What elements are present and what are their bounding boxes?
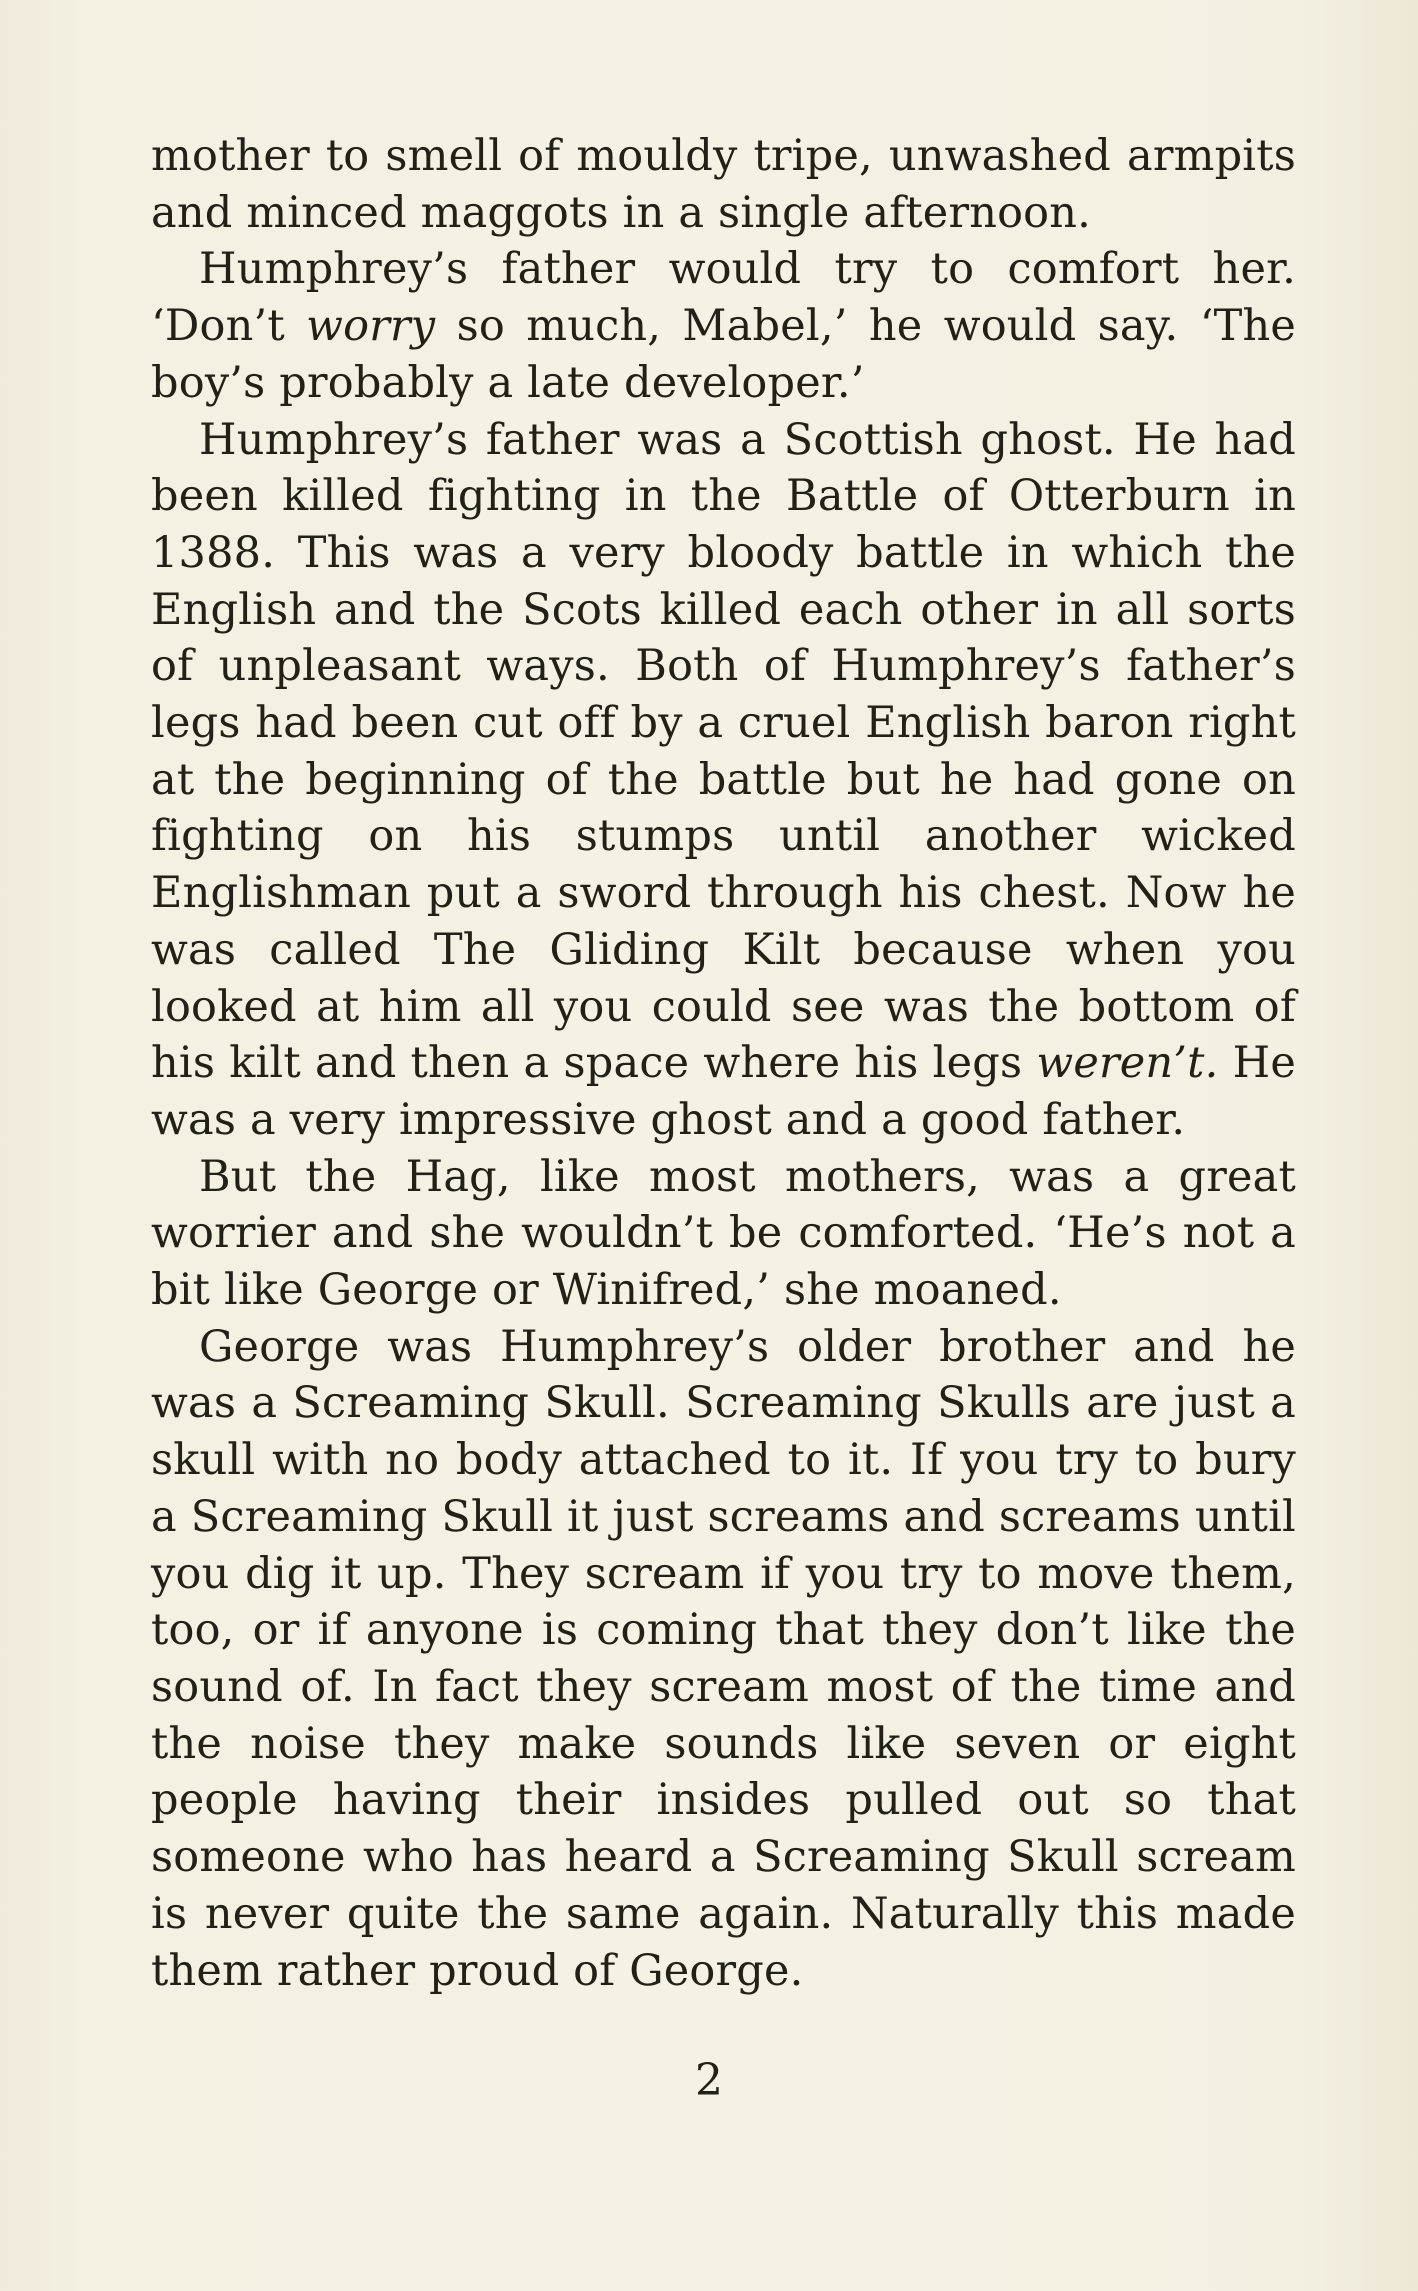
paragraph-3-emphasis: weren’t. xyxy=(1036,1038,1219,1089)
paragraph-2 xyxy=(151,241,1296,411)
paragraph-2-text-b: so much, Mabel,’ he would say. ‘The boy’s probably a late developer.’ xyxy=(151,301,1296,408)
paragraph-1-text: mother to smell of mouldy tripe, unwashed armpits and minced maggots in a single afternoon. xyxy=(151,131,1296,238)
paragraph-5-text: George was Humphrey’s older brother and he was a Screaming Skull. Screaming Skulls are just a skull with no body attached to it. If you try to bury a Screaming Skull it just screams and screams until you dig it up. They scream if you try to move them, too, or if anyone is coming that they don’t like the sound of. In fact they scream most of the time and the noise they make sounds like seven or eight people having their insides pulled out so that someone who has heard a Screaming Skull scream is never quite the same again. Naturally this made them rather proud of George. xyxy=(151,1321,1296,1996)
paragraph-3-text-a: Humphrey’s father was a Scottish ghost. He had been killed fighting in the Battle of Otterburn in 1388. This was a very bloody battle in which the English and the Scots killed each other in all sorts of unpleasant ways. Both of Humphrey’s father’s legs had been cut off by a cruel English baron right at the beginning of the battle but he had gone on fighting on his stumps until another wicked Englishman put a sword through his chest. Now he was called The Gliding Kilt because when you looked at him all you could see was the bottom of his kilt and then a space where his legs xyxy=(151,414,1296,1089)
paragraph-5 xyxy=(151,1319,1296,1999)
paragraph-3-text-b: He was a very impressive ghost and a good father. xyxy=(151,1038,1296,1145)
page-number: 2 xyxy=(695,2055,723,2106)
paragraph-3 xyxy=(151,412,1296,1149)
paragraph-1 xyxy=(151,128,1296,241)
paragraph-4 xyxy=(151,1149,1296,1319)
paragraph-2-text-a: Humphrey’s father would try to comfort her. ‘Don’t xyxy=(151,244,1296,352)
body-text xyxy=(151,128,1296,1999)
paragraph-4-text: But the Hag, like most mothers, was a great worrier and she wouldn’t be comforted. ‘He’s not a bit like George or Winifred,’ she moaned. xyxy=(151,1151,1296,1316)
paragraph-2-emphasis: worry xyxy=(306,301,436,352)
